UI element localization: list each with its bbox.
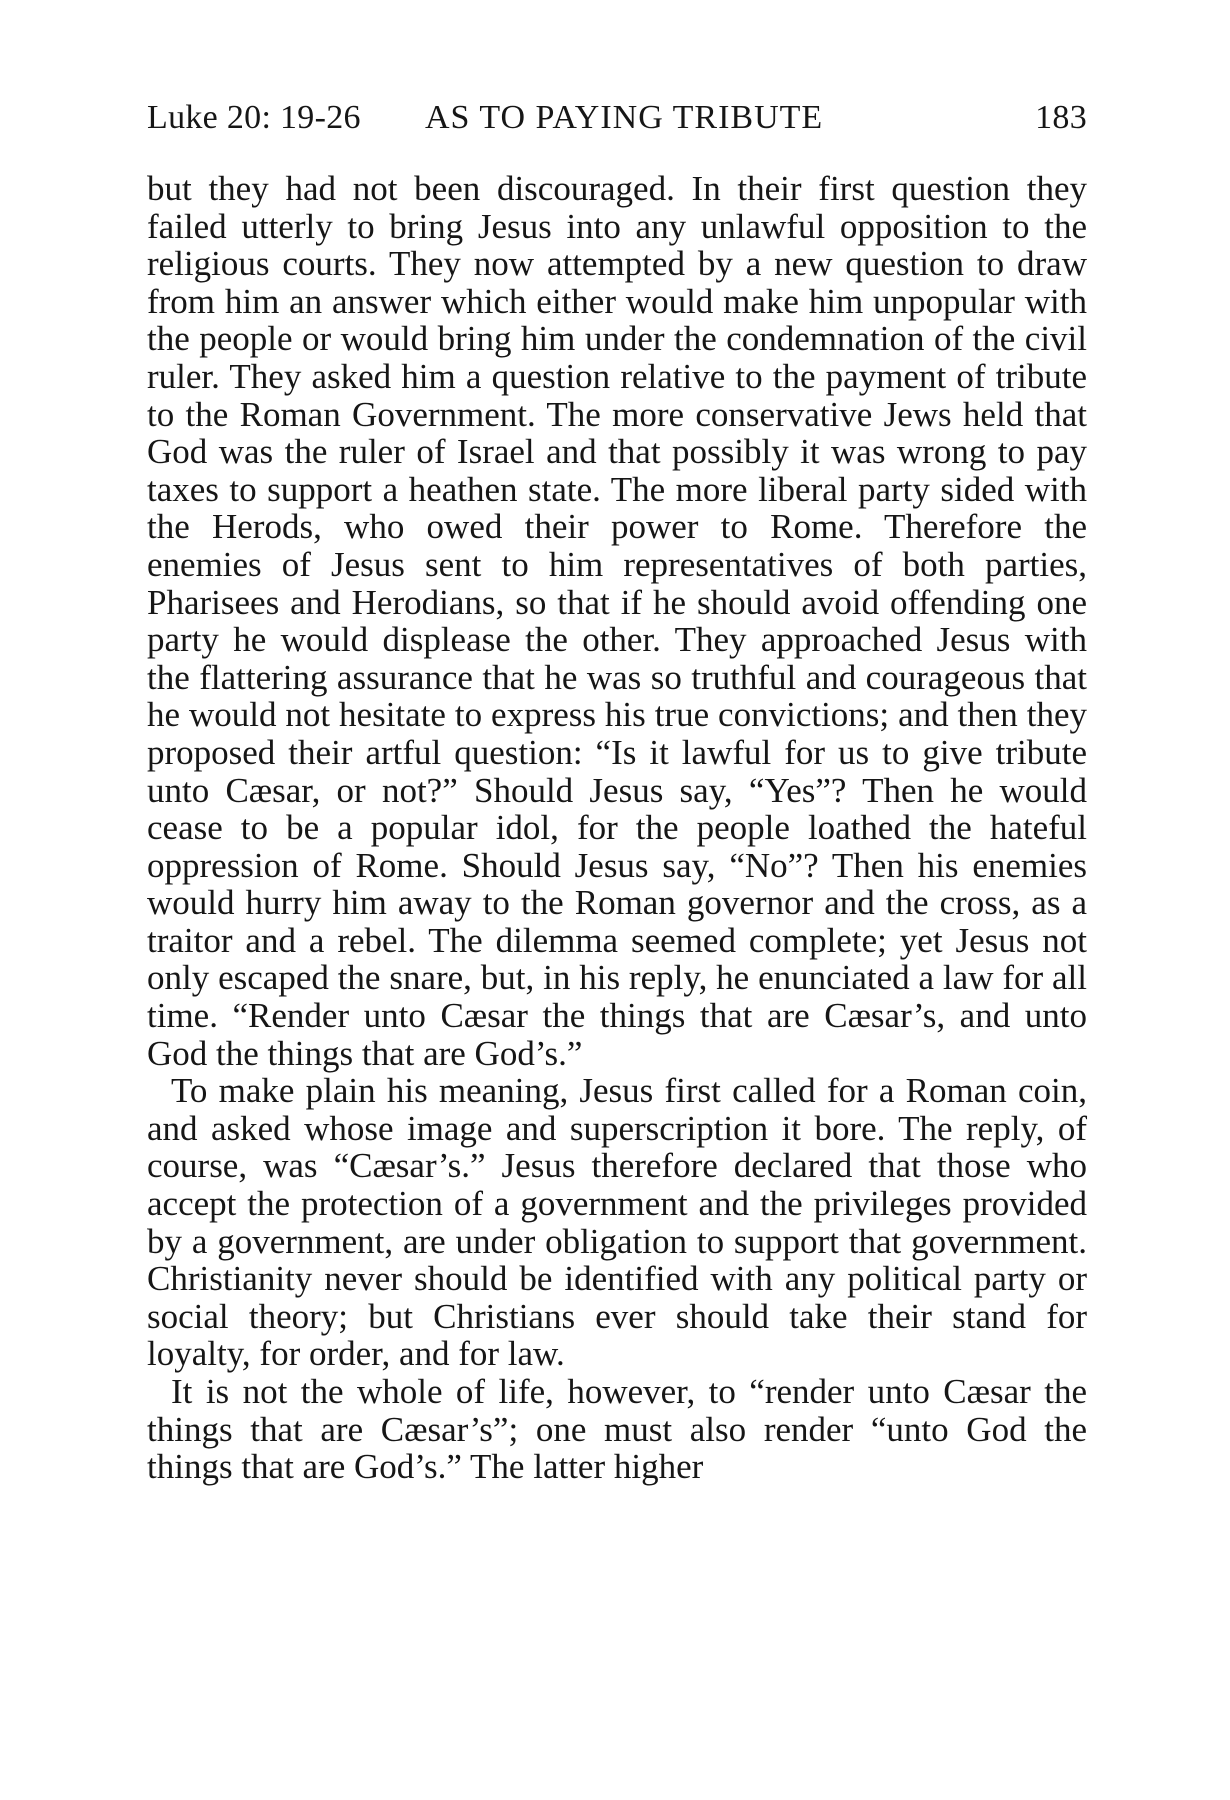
running-head: [147, 94, 1087, 142]
chapter-title: AS TO PAYING TRIBUTE: [425, 99, 824, 136]
scripture-reference: Luke 20: 19-26: [147, 99, 361, 136]
paragraph: To make plain his meaning, Jesus first called for a Roman coin, and asked whose image and superscription it bore. The reply, of course, was “Cæsar’s.” Jesus therefore declared that those who accept the protection of a government and the privileges provided by a government, are under obligation to support that government. Christianity never should be identified with any political party or social theory; but Christians ever should take their stand for loyalty, for order, and for law.: [147, 1071, 1087, 1374]
paragraph: but they had not been discouraged. In their first question they failed utterly to bring Jesus into any unlawful opposition to the religious courts. They now attempted by a new question to draw from him an answer which either would make him unpopular with the people or would bring him under the condemnation of the civil ruler. They asked him a question relative to the payment of tribute to the Roman Government. The more conservative Jews held that God was the ruler of Israel and that possibly it was wrong to pay taxes to support a heathen state. The more liberal party sided with the Herods, who owed their power to Rome. Therefore the enemies of Jesus sent to him representatives of both parties, Pharisees and Herodians, so that if he should avoid offending one party he would displease the other. They approached Jesus with the flattering assurance that he was so truthful and courageous that he would not hesitate to express his true convictions; and then they proposed their artful question: “Is it lawful for us to give tribute unto Cæsar, or not?” Should Jesus say, “Yes”? Then he would cease to be a popular idol, for the people loathed the hateful oppression of Rome. Should Jesus say, “No”? Then his enemies would hurry him away to the Roman governor and the cross, as a traitor and a rebel. The dilemma seemed complete; yet Jesus not only escaped the snare, but, in his reply, he enunciated a law for all time. “Render unto Cæsar the things that are Cæsar’s, and unto God the things that are God’s.”: [147, 169, 1087, 1073]
body-text: [147, 170, 1087, 1486]
page-number: 183: [1035, 99, 1087, 136]
paragraph: It is not the whole of life, however, to “render unto Cæsar the things that are Cæsar’s”; one must also render “unto God the things that are God’s.” The latter higher: [147, 1372, 1087, 1487]
